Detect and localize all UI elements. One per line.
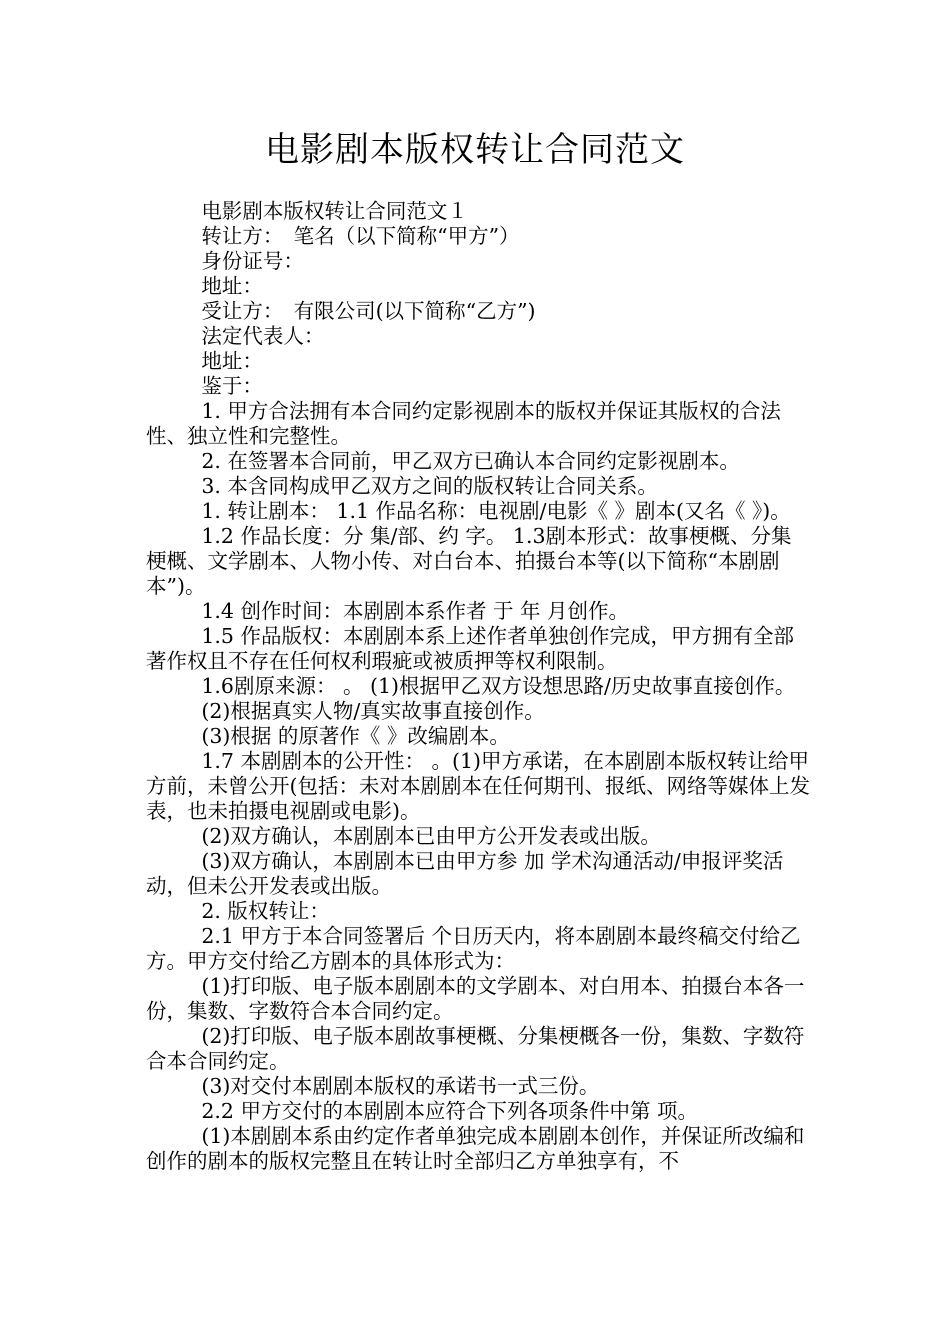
body-paragraph: (2)打印版、电子版本剧故事梗概、分集梗概各一份，集数、字数符合本合同约定。 [146, 1024, 805, 1073]
body-paragraph: 1. 甲方合法拥有本合同约定影视剧本的版权并保证其版权的合法性、独立性和完整性。 [146, 399, 781, 448]
body-paragraph: (2)双方确认，本剧剧本已由甲方公开发表或出版。 [201, 824, 661, 848]
header-line: 地址： [201, 274, 263, 298]
header-line: 法定代表人： [201, 324, 325, 348]
document-body [146, 199, 811, 1174]
body-paragraph: 3. 本含同构成甲乙双方之间的版权转让合同关系。 [201, 474, 658, 498]
body-paragraph: (3)双方确认，本剧剧本已由甲方参 加 学术沟通活动/申报评奖活动，但未公开发表或出版。 [146, 849, 784, 898]
header-line: 受让方： 有限公司(以下简称“乙方”) [201, 299, 536, 323]
body-paragraph: 1.5 作品版权：本剧剧本系上述作者单独创作完成，甲方拥有全部著作权且不存在任何权利瑕疵或被质押等权利限制。 [146, 624, 794, 673]
body-paragraph: 1.4 创作时间：本剧剧本系作者 于 年 月创作。 [201, 599, 630, 623]
header-line: 转让方： 笔名（以下简称“甲方”） [201, 224, 520, 248]
header-line: 电影剧本版权转让合同范文１ [201, 199, 468, 223]
body-paragraph: 1. 转让剧本： 1.1 作品名称：电视剧/电影《 》剧本(又名《 》)。 [201, 499, 791, 523]
header-line: 鉴于： [201, 374, 263, 398]
body-paragraph: (2)根据真实人物/真实故事直接创作。 [201, 699, 545, 723]
body-paragraph: 2.1 甲方于本合同签署后 个日历天内，将本剧剧本最终稿交付给乙方。甲方交付给乙方剧本的具体形式为： [146, 924, 801, 973]
body-paragraph: (3)对交付本剧剧本版权的承诺书一式三份。 [201, 1074, 600, 1098]
header-line: 身份证号： [201, 249, 304, 273]
body-paragraph: 2. 版权转让： [201, 899, 330, 923]
body-paragraph: 1.2 作品长度：分 集/部、约 字。 1.3剧本形式：故事梗概、分集梗概、文学剧本、人物小传、对白台本、拍摄台本等(以下简称“本剧剧本”)。 [146, 524, 792, 598]
body-paragraph: (3)根据 的原著作《 》改编剧本。 [201, 724, 510, 748]
document-title: 电影剧本版权转让合同范文 [265, 130, 685, 170]
body-paragraph: 2. 在签署本合同前，甲乙双方已确认本合同约定影视剧本。 [201, 449, 740, 473]
body-paragraph: 1.7 本剧剧本的公开性： 。(1)甲方承诺，在本剧剧本版权转让给甲方前，未曾公开(包括：未对本剧剧本在任何期刊、报纸、网络等媒体上发表，也未拍摄电视剧或电影)。 [146, 749, 810, 823]
header-line: 地址： [201, 349, 263, 373]
body-paragraph: (1)打印版、电子版本剧剧本的文学剧本、对白用本、拍摄台本各一份，集数、字数符合本合同约定。 [146, 974, 805, 1023]
body-paragraph: 2.2 甲方交付的本剧剧本应符合下列各项条件中第 项。 [201, 1099, 698, 1123]
body-paragraph: (1)本剧剧本系由约定作者单独完成本剧剧本创作，并保证所改编和创作的剧本的版权完整且在转让时全部归乙方单独享有，不 [146, 1124, 805, 1173]
body-paragraph: 1.6剧原来源： 。 (1)根据甲乙双方设想思路/历史故事直接创作。 [201, 674, 796, 698]
